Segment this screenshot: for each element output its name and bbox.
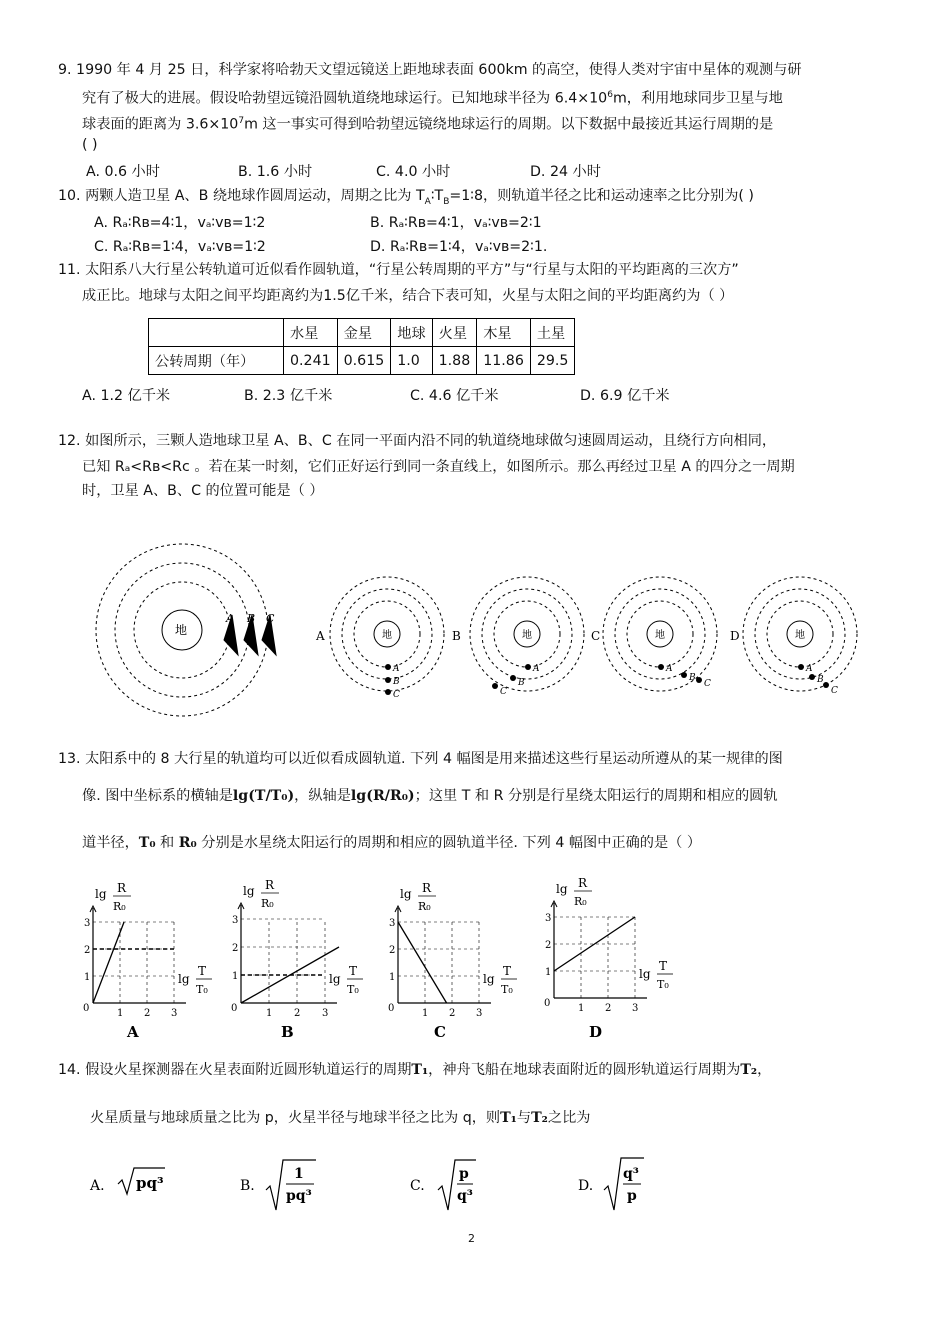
graph-b-tick-x2: 2: [294, 1008, 301, 1019]
table-cell: 0.241: [284, 347, 338, 375]
q14-letter-a: A.: [90, 1178, 105, 1194]
opt-a-label-c: C: [393, 690, 400, 700]
graph-d-ylabel-lg: lg: [556, 882, 568, 896]
q13-line3-b: 和: [155, 835, 179, 851]
graph-a-tick-x1: 1: [117, 1008, 124, 1019]
q13-r0: R₀: [178, 835, 197, 851]
main-label-a: A: [226, 612, 234, 625]
q14-line2-t1: T₁: [500, 1110, 517, 1126]
q14-d-den: p: [627, 1188, 637, 1204]
q13-line1: 13. 太阳系中的 8 大行星的轨道均可以近似看成圆轨道. 下列 4 幅图是用来描述这些行星运动所遵从的某一规律的图: [58, 751, 783, 767]
graph-c-tick-y1: 1: [389, 972, 396, 983]
q9-line1: 9. 1990 年 4 月 25 日，科学家将哈勃天文望远镜送上距地球表面 600km 的高空，使得人类对宇宙中星体的观测与研: [58, 62, 802, 78]
graph-a-tick-origin: 0: [83, 1003, 90, 1014]
table-cell: 水星: [284, 319, 338, 347]
q11-line1: 11. 太阳系八大行星公转轨道可近似看作圆轨道，“行星公转周期的平方”与“行星与太阳的平均距离的三次方”: [58, 262, 739, 278]
q14-b-den: pq³: [286, 1188, 312, 1204]
graph-a-ylabel-den: R₀: [113, 900, 126, 913]
graph-c-ylabel-lg: lg: [400, 887, 412, 901]
graph-b-tick-x3: 3: [322, 1008, 329, 1019]
table-cell: 地球: [391, 319, 432, 347]
graph-b-ylabel-num: R: [265, 878, 275, 892]
opt-a-label-a: A: [393, 664, 400, 674]
q14-c-num: p: [459, 1166, 469, 1182]
graph-a-tick-y3: 3: [84, 918, 91, 929]
q13-t0: T₀: [138, 835, 156, 851]
option-letter-d: D: [730, 629, 740, 643]
graph-c-xlabel-num: T: [503, 964, 512, 978]
graph-b-tick-y1: 1: [232, 971, 239, 982]
graph-b-ylabel-lg: lg: [243, 884, 255, 898]
graph-d-tick-origin: 0: [544, 998, 551, 1009]
q12-line1: 12. 如图所示，三颗人造地球卫星 A、B、C 在同一平面内沿不同的轨道绕地球做匀速圆周运动，且绕行方向相同，: [58, 433, 777, 449]
opt-c-label-a: A: [666, 664, 673, 674]
graph-b-tick-x1: 1: [266, 1008, 273, 1019]
q13-line2-a: 像. 图中坐标系的横轴是: [82, 788, 233, 804]
q9-line2-sup: 6: [607, 90, 613, 100]
q14-line1-c: ，: [757, 1062, 772, 1078]
earth-label-c: 地: [655, 630, 665, 641]
q14-letter-d: D.: [578, 1178, 594, 1194]
table-cell: 金星: [337, 319, 391, 347]
graph-b-tick-origin: 0: [231, 1003, 238, 1014]
graph-b-xlabel-num: T: [349, 964, 358, 978]
graph-a-tick-y1: 1: [84, 972, 91, 983]
graph-b-tick-y3: 3: [232, 915, 239, 926]
graph-d-xlabel-den: T₀: [657, 978, 669, 991]
graph-d-xlabel-lg: lg: [639, 967, 651, 981]
earth-label-main: 地: [175, 623, 188, 637]
q12-line2: 已知 Rₐ<Rʙ<Rᴄ 。若在某一时刻，它们正好运行到同一条直线上，如图所示。那么再经过卫星 A 的四分之一周期: [82, 459, 795, 475]
q9-line3-sup: 7: [238, 116, 245, 126]
opt-b-label-a: A: [533, 664, 540, 674]
q14-letter-c: C.: [410, 1178, 425, 1194]
table-cell: 木星: [477, 319, 531, 347]
q14-option-a: [118, 1168, 165, 1194]
option-letter-c: C: [591, 629, 601, 643]
graph-d-tick-y3: 3: [545, 913, 552, 924]
q14-b-num: 1: [294, 1166, 304, 1182]
table-cell: 1.88: [432, 347, 477, 375]
q14-t1: T₁: [411, 1062, 429, 1078]
table-cell: 火星: [432, 319, 477, 347]
q10-option-b: B. Rₐ∶Rʙ=4∶1，vₐ∶vʙ=2∶1: [370, 215, 542, 231]
table-cell: 土星: [530, 319, 575, 347]
opt-d-label-b: B: [817, 675, 824, 685]
graph-c-tick-y2: 2: [389, 945, 396, 956]
graph-a-ylabel-num: R: [117, 881, 127, 895]
q14-option-b: [266, 1160, 316, 1210]
q9-option-c: C. 4.0 小时: [376, 164, 451, 180]
table-cell: 0.615: [337, 347, 391, 375]
q10-stem-a: 10. 两颗人造卫星 A、B 绕地球作圆周运动，周期之比为 T: [58, 188, 425, 204]
page-number: 2: [468, 1232, 475, 1245]
graph-d-ylabel-den: R₀: [574, 895, 587, 908]
q11-option-a: A. 1.2 亿千米: [82, 388, 171, 404]
q14-line1-a: 14. 假设火星探测器在火星表面附近圆形轨道运行的周期: [58, 1062, 412, 1078]
table-cell: 11.86: [477, 347, 531, 375]
graph-a-tick-x2: 2: [144, 1008, 151, 1019]
opt-d-label-a: A: [806, 664, 813, 674]
opt-c-label-b: B: [689, 673, 696, 683]
q13-line3-c: 分别是水星绕太阳运行的周期和相应的圆轨道半径. 下列 4 幅图中正确的是（ ）: [196, 835, 702, 851]
opt-b-label-c: C: [500, 687, 507, 697]
q9-line3-b: m 这一事实可得到哈勃望远镜绕地球运行的周期。以下数据中最接近其运行周期的是: [244, 116, 774, 133]
q11-line2: 成正比。地球与太阳之间平均距离约为1.5亿千米，结合下表可知，火星与太阳之间的平均距离约为（ ）: [82, 288, 734, 304]
q11-option-b: B. 2.3 亿千米: [244, 388, 333, 404]
graph-a-xlabel-lg: lg: [178, 972, 190, 986]
opt-c-label-c: C: [704, 679, 711, 689]
graph-b-letter: B: [281, 1023, 294, 1041]
earth-label-b: 地: [522, 630, 532, 641]
graph-b-tick-y2: 2: [232, 943, 239, 954]
q9-line2-b: m，利用地球同步卫星与地: [612, 90, 783, 107]
q10-option-c: C. Rₐ∶Rʙ=1∶4，vₐ∶vʙ=1∶2: [94, 239, 266, 255]
graph-a-ylabel-lg: lg: [95, 887, 107, 901]
option-letter-b: B: [452, 629, 461, 643]
q10-option-a: A. Rₐ∶Rʙ=4∶1，vₐ∶vʙ=1∶2: [94, 215, 266, 231]
opt-d-label-c: C: [831, 686, 838, 696]
q14-line2-c: 之比为: [547, 1110, 591, 1126]
q14-line2-t2: T₂: [531, 1110, 548, 1126]
graph-d-tick-y2: 2: [545, 940, 552, 951]
q9-line2-a: 究有了极大的进展。假设哈勃望远镜沿圆轨道绕地球运行。已知地球半径为 6.4×10: [82, 90, 608, 107]
q9-option-d: D. 24 小时: [530, 164, 601, 180]
q10-option-d: D. Rₐ∶Rʙ=1∶4，vₐ∶vʙ=2∶1.: [370, 239, 548, 255]
q11-option-c: C. 4.6 亿千米: [410, 388, 499, 404]
q13-line2-c: ；这里 T 和 R 分别是行星绕太阳运行的周期和相应的圆轨: [414, 788, 778, 804]
graph-c-tick-origin: 0: [388, 1003, 395, 1014]
q13-x-axis-expr: lg(T/T₀): [232, 788, 295, 804]
graph-b-xlabel-lg: lg: [329, 972, 341, 986]
earth-label-a: 地: [382, 630, 392, 641]
q11-option-d: D. 6.9 亿千米: [580, 388, 670, 404]
main-label-c: C: [266, 612, 275, 625]
q13-line2-b: ，纵轴是: [294, 788, 351, 804]
q14-option-c: [438, 1160, 476, 1210]
graph-a-letter: A: [127, 1023, 139, 1041]
graph-c-ylabel-den: R₀: [418, 900, 431, 913]
graph-b-xlabel-den: T₀: [347, 983, 359, 996]
q14-line1-b: ，神舟飞船在地球表面附近的圆形轨道运行周期为: [428, 1062, 741, 1078]
graph-c-tick-x1: 1: [422, 1008, 429, 1019]
graph-b-ylabel-den: R₀: [261, 897, 274, 910]
q14-line2-b: 与: [516, 1110, 532, 1126]
q12-line3: 时，卫星 A、B、C 的位置可能是（ ）: [82, 483, 324, 499]
graph-c-ylabel-num: R: [422, 881, 432, 895]
q14-t2: T₂: [740, 1062, 758, 1078]
graph-d-tick-y1: 1: [545, 967, 552, 978]
graph-a-xlabel-num: T: [198, 964, 207, 978]
option-letter-a: A: [316, 629, 325, 643]
graph-d-tick-x2: 2: [605, 1003, 612, 1014]
opt-b-label-b: B: [518, 678, 525, 688]
q14-option-d: [604, 1158, 644, 1210]
q13-y-axis-expr: lg(R/R₀): [350, 788, 415, 804]
q13-line3-a: 道半径，: [82, 835, 139, 851]
graph-a-xlabel-den: T₀: [196, 983, 208, 996]
q10-stem-b: =1∶8，则轨道半径之比和运动速率之比分别为( ): [449, 188, 754, 204]
graph-a-tick-y2: 2: [84, 945, 91, 956]
graph-c-letter: C: [434, 1023, 446, 1041]
q14-a-expr: pq³: [136, 1174, 164, 1192]
q9-option-a: A. 0.6 小时: [86, 164, 160, 180]
graph-c-xlabel-lg: lg: [483, 972, 495, 986]
table-cell: 29.5: [530, 347, 575, 375]
graph-d-xlabel-num: T: [659, 959, 668, 973]
table-cell: 1.0: [391, 347, 432, 375]
table-row-label: 公转周期（年）: [149, 347, 284, 375]
graph-a-tick-x3: 3: [171, 1008, 178, 1019]
graph-d-ylabel-num: R: [578, 876, 588, 890]
q9-line3-a: 球表面的距离为 3.6×10: [82, 116, 239, 133]
graph-d-tick-x3: 3: [632, 1003, 639, 1014]
q14-line2-a: 火星质量与地球质量之比为 p，火星半径与地球半径之比为 q，则: [90, 1110, 501, 1126]
earth-label-d: 地: [795, 630, 805, 641]
q10-stem: 10. 两颗人造卫星 A、B 绕地球作圆周运动，周期之比为 $T_A∶T_B=1∶8$，则轨道半径之比和运动速率之比分别为( ): [58, 188, 754, 207]
q9-answer-paren: ( ): [82, 137, 98, 153]
opt-a-label-b: B: [393, 677, 400, 687]
q14-letter-b: B.: [240, 1178, 255, 1194]
q14-d-num: q³: [623, 1166, 639, 1182]
graph-c-tick-x3: 3: [476, 1008, 483, 1019]
graph-c-tick-y3: 3: [389, 918, 396, 929]
graph-d-tick-x1: 1: [578, 1003, 585, 1014]
q9-option-b: B. 1.6 小时: [238, 164, 313, 180]
graph-d-letter: D: [589, 1023, 603, 1041]
q14-c-den: q³: [457, 1188, 473, 1204]
main-label-b: B: [247, 612, 256, 625]
graph-c-tick-x2: 2: [449, 1008, 456, 1019]
graph-c-xlabel-den: T₀: [501, 983, 513, 996]
